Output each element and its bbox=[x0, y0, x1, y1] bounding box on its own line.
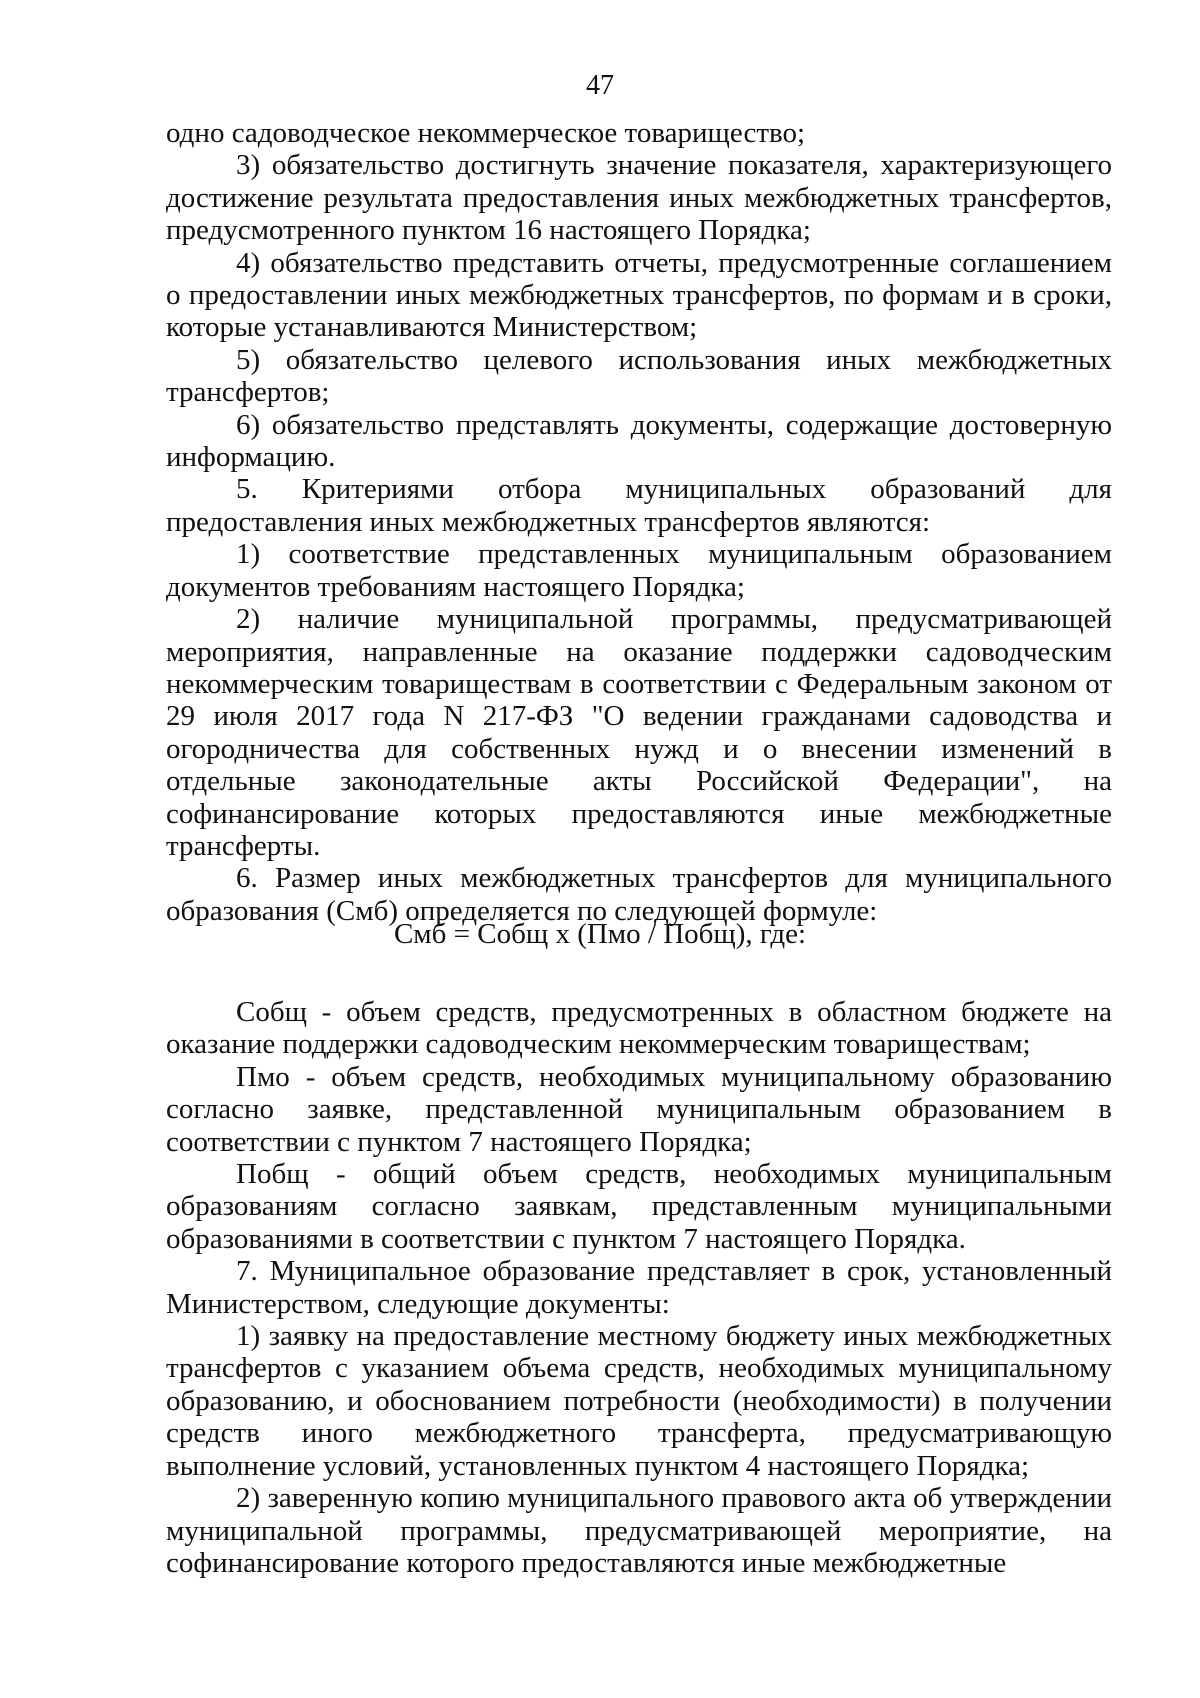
paragraph-criterion-1: 1) соответствие представленных муниципальным образованием документов требованиям настоящего Порядка; bbox=[166, 538, 1112, 603]
paragraph-item-6: 6) обязательство представлять документы, содержащие достоверную информацию. bbox=[166, 408, 1112, 474]
paragraph-def-pobsch: Побщ - общий объем средств, необходимых муниципальным образованиям согласно заявкам, представленным муниципальными образованиями в соответствии с пунктом 7 настоящего Порядка. bbox=[166, 1158, 1112, 1255]
paragraph-section-7: 7. Муниципальное образование представляет в срок, установленный Министерством, следующие документы: bbox=[166, 1255, 1112, 1320]
paragraph-section-6: 6. Размер иных межбюджетных трансфертов для муниципального образования (Смб) определяется по следующей формуле: bbox=[166, 862, 1112, 927]
paragraph-continuation: одно садоводческое некоммерческое товарищество; bbox=[166, 117, 806, 149]
page-number: 47 bbox=[586, 70, 614, 101]
formula: Смб = Собщ x (Пмо / Побщ), где: bbox=[393, 918, 807, 950]
paragraph-item-4: 4) обязательство представить отчеты, предусмотренные соглашением о предоставлении иных межбюджетных трансфертов, по формам и в сроки, которые устанавливаются Министерством; bbox=[166, 246, 1112, 344]
paragraph-doc-1: 1) заявку на предоставление местному бюджету иных межбюджетных трансфертов с указанием объема средств, необходимых муниципальному образованию, и обоснованием потребности (необходимости) в получении средств иного межбюджетного трансферта, предусматривающую выполнение условий, установленных пунктом 4 настоящего Порядка; bbox=[166, 1320, 1112, 1482]
paragraph-doc-2: 2) заверенную копию муниципального правового акта об утверждении муниципальной программы, предусматривающей мероприятие, на софинансирование которого предоставляются иные межбюджетные bbox=[166, 1482, 1112, 1579]
paragraph-criterion-2: 2) наличие муниципальной программы, предусматривающей мероприятия, направленные на оказание поддержки садоводческим некоммерческим товариществам в соответствии с Федеральным законом от 29 июля 2017 года N 217-ФЗ "О ведении гражданами садоводства и огородничества для собственных нужд и о внесении изменений в отдельные законодательные акты Российской Федерации", на софинансирование которых предоставляются иные межбюджетные трансферты. bbox=[166, 603, 1112, 862]
document-body-bottom bbox=[166, 996, 1112, 1579]
document-body-top bbox=[166, 117, 1112, 927]
paragraph-item-3: 3) обязательство достигнуть значение показателя, характеризующего достижение результата предоставления иных межбюджетных трансфертов, предусмотренного пунктом 16 настоящего Порядка; bbox=[166, 149, 1112, 247]
paragraph-def-pmo: Пмо - объем средств, необходимых муниципальному образованию согласно заявке, представленной муниципальным образованием в соответствии с пунктом 7 настоящего Порядка; bbox=[166, 1060, 1112, 1158]
paragraph-section-5: 5. Критериями отбора муниципальных образований для предоставления иных межбюджетных трансфертов являются: bbox=[166, 473, 1112, 538]
paragraph-item-5: 5) обязательство целевого использования иных межбюджетных трансфертов; bbox=[166, 343, 1112, 409]
paragraph-def-sobsch: Собщ - объем средств, предусмотренных в областном бюджете на оказание поддержки садоводческим некоммерческим товариществам; bbox=[166, 996, 1112, 1061]
